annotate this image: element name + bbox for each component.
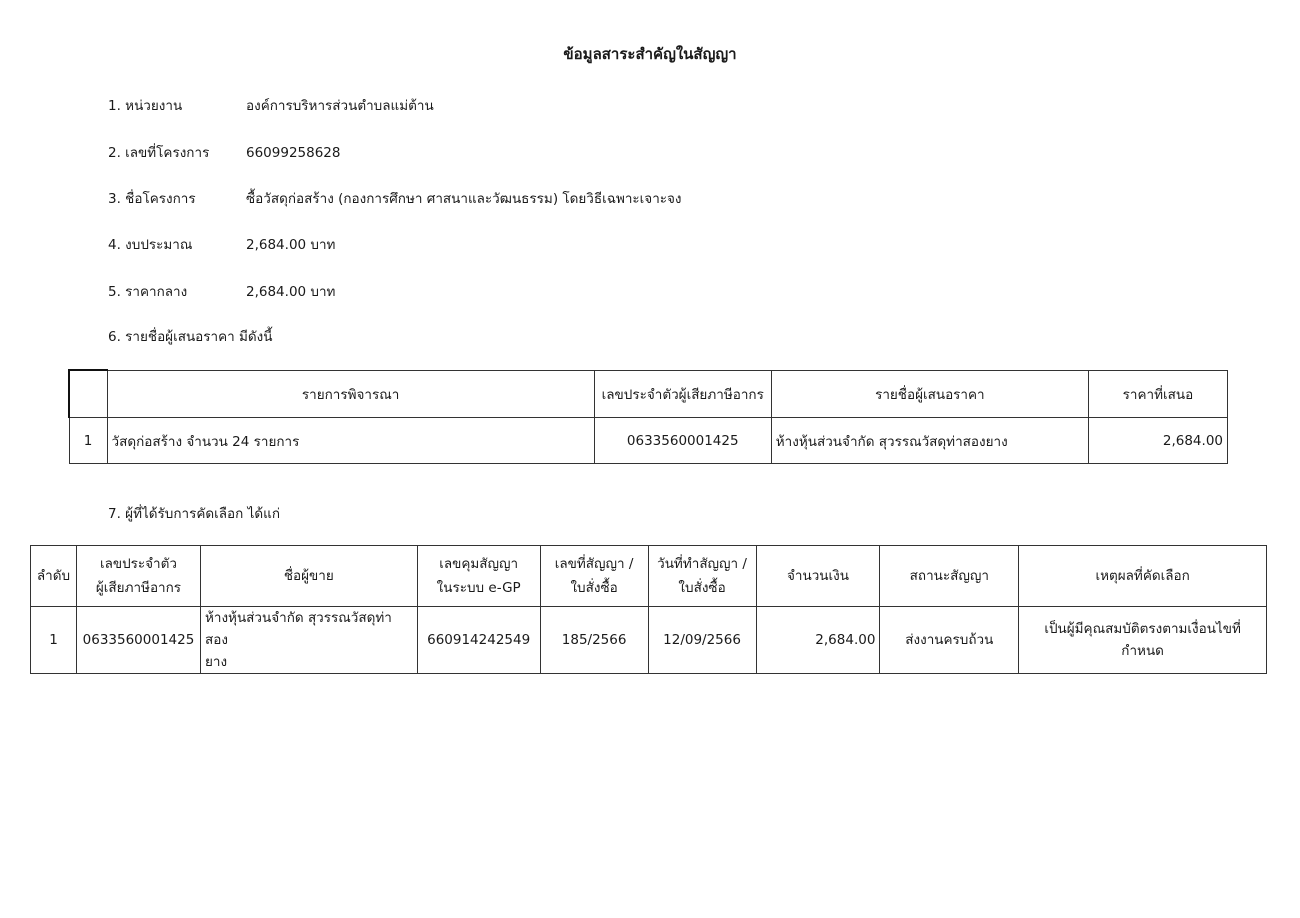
header-line: เหตุผลที่คัดเลือก: [1095, 568, 1190, 584]
table-header-cell: [76, 546, 200, 607]
table-cell-contract-no: 185/2566: [540, 607, 648, 674]
table-header-cell: [417, 546, 540, 607]
table-row: [31, 607, 1267, 674]
bidders-heading: 6. รายชื่อผู้เสนอราคา มีดังนี้: [108, 329, 273, 345]
table-header-cell: [31, 546, 77, 607]
table-header-cell: [69, 370, 107, 418]
info-row-project-number: [108, 142, 340, 164]
table-header-cell: ราคาที่เสนอ: [1088, 370, 1227, 418]
table-cell-no: 1: [69, 418, 107, 464]
header-line: วันที่ทำสัญญา /: [657, 556, 747, 572]
header-line: เลขคุมสัญญา: [439, 556, 519, 572]
table-cell-egp-no: 660914242549: [417, 607, 540, 674]
info-value: 2,684.00 บาท: [246, 284, 336, 300]
table-header-cell: [756, 546, 880, 607]
info-label: 4. งบประมาณ: [108, 237, 193, 253]
header-line: เลขประจำตัว: [99, 556, 177, 572]
info-label: 1. หน่วยงาน: [108, 98, 183, 114]
table-cell-no: 1: [31, 607, 77, 674]
table-header-cell: [880, 546, 1019, 607]
document-title: ข้อมูลสาระสำคัญในสัญญา: [563, 45, 737, 63]
table-header-cell: เลขประจำตัวผู้เสียภาษีอากร: [594, 370, 771, 418]
table-cell-tax-id: 0633560001425: [594, 418, 771, 464]
table-header-row: [69, 370, 1228, 418]
table-row: [69, 418, 1228, 464]
info-row-project-name: [108, 188, 682, 210]
selected-table: [30, 545, 1267, 674]
header-line: ใบสั่งซื้อ: [570, 580, 618, 596]
table-header-cell: [1019, 546, 1267, 607]
header-line: ใบสั่งซื้อ: [678, 580, 726, 596]
vendor-line: ห้างหุ้นส่วนจำกัด สุวรรณวัสดุท่าสอง: [204, 610, 392, 648]
info-value: องค์การบริหารส่วนตำบลแม่ต้าน: [246, 98, 434, 114]
info-row-budget: [108, 234, 335, 256]
info-value: ซื้อวัสดุก่อสร้าง (กองการศึกษา ศาสนาและวัฒนธรรม) โดยวิธีเฉพาะเจาะจง: [246, 191, 682, 207]
info-value: 66099258628: [246, 145, 341, 161]
header-line: ผู้เสียภาษีอากร: [95, 580, 182, 596]
info-value: 2,684.00 บาท: [246, 237, 336, 253]
info-label: 2. เลขที่โครงการ: [108, 145, 210, 161]
info-row-agency: [108, 95, 434, 117]
vendor-line: ยาง: [204, 654, 228, 670]
table-cell-price: 2,684.00: [1088, 418, 1227, 464]
table-header-row: [31, 546, 1267, 607]
table-cell-bidder: ห้างหุ้นส่วนจำกัด สุวรรณวัสดุท่าสองยาง: [771, 418, 1088, 464]
table-header-cell: [540, 546, 648, 607]
bidders-table: [68, 369, 1228, 464]
table-cell-tax-id: 0633560001425: [76, 607, 200, 674]
table-header-cell: รายชื่อผู้เสนอราคา: [771, 370, 1088, 418]
info-label: 5. ราคากลาง: [108, 284, 188, 300]
table-cell-amount: 2,684.00: [756, 607, 880, 674]
info-row-median-price: [108, 281, 335, 303]
header-line: ลำดับ: [36, 568, 71, 584]
header-line: ในระบบ e-GP: [436, 580, 521, 596]
table-cell-reason: เป็นผู้มีคุณสมบัติตรงตามเงื่อนไขที่กำหนด: [1019, 607, 1267, 674]
info-label: 3. ชื่อโครงการ: [108, 191, 196, 207]
table-header-cell: รายการพิจารณา: [107, 370, 594, 418]
header-line: เลขที่สัญญา /: [554, 556, 634, 572]
table-cell-vendor: [200, 607, 417, 674]
header-line: สถานะสัญญา: [909, 568, 989, 584]
header-line: ชื่อผู้ขาย: [283, 568, 334, 584]
header-line: จำนวนเงิน: [786, 568, 849, 584]
table-cell-contract-date: 12/09/2566: [648, 607, 756, 674]
selected-heading: 7. ผู้ที่ได้รับการคัดเลือก ได้แก่: [108, 506, 281, 522]
table-cell-item: วัสดุก่อสร้าง จำนวน 24 รายการ: [107, 418, 594, 464]
table-cell-status: ส่งงานครบถ้วน: [880, 607, 1019, 674]
table-header-cell: [648, 546, 756, 607]
table-header-cell: [200, 546, 417, 607]
